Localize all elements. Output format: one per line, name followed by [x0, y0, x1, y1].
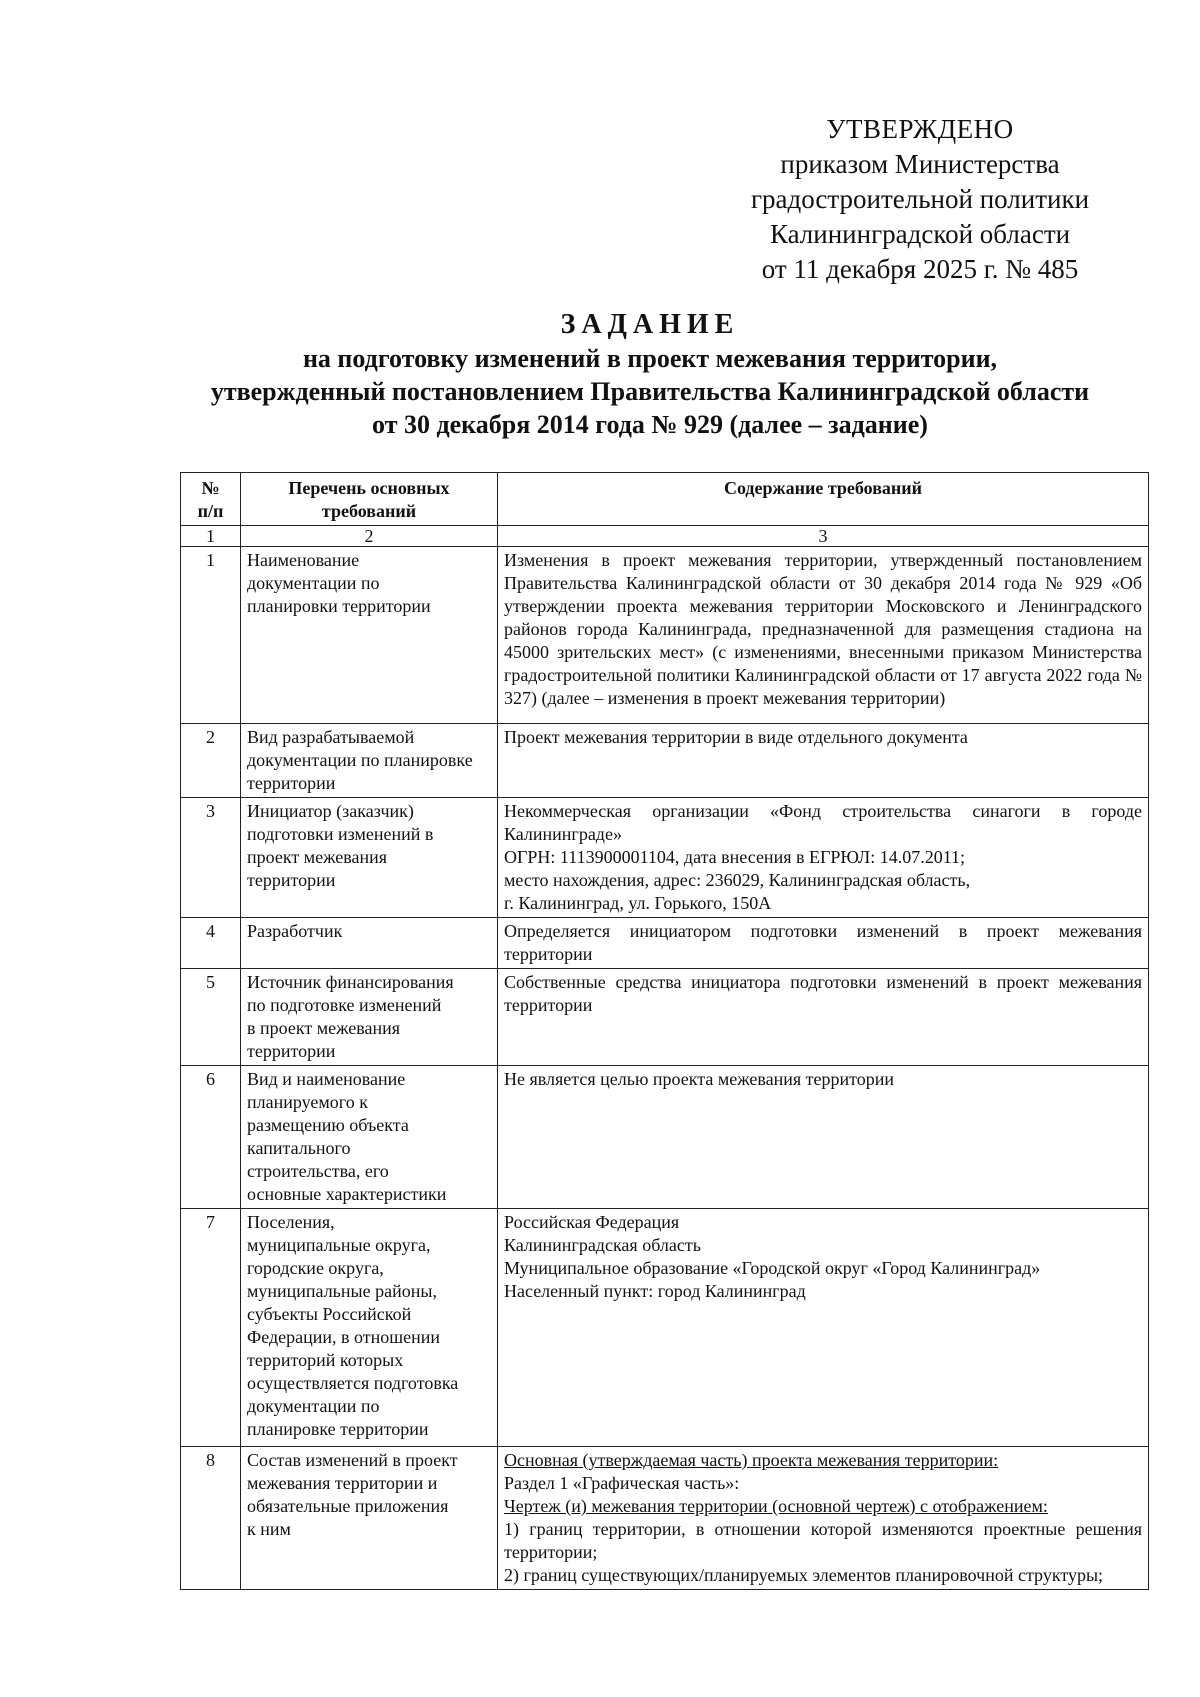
document-subtitle-line: от 30 декабря 2014 года № 929 (далее – задание) [372, 410, 928, 439]
underlined-heading: Чертеж (и) межевания территории (основной чертеж) с отображением: [504, 1496, 1048, 1516]
row-number: 3 [181, 798, 241, 918]
table-row [181, 918, 1149, 969]
row-content: Проект межевания территории в виде отдельного документа [498, 724, 1149, 798]
table-header-row [181, 473, 1149, 526]
row-requirement: Поселения, муниципальные округа, городские округа, муниципальные районы, субъекты Российской Федерации, в отношении территорий которых осуществляется подготовка документации по планировке территории [241, 1209, 498, 1447]
row-number: 6 [181, 1066, 241, 1209]
table-row [181, 1066, 1149, 1209]
document-heading: ЗАДАНИЕ [560, 309, 740, 340]
row-number: 7 [181, 1209, 241, 1447]
approval-line: Калининградской области [769, 219, 1071, 249]
approval-line: градостроительной политики [750, 184, 1090, 214]
table-row [181, 969, 1149, 1066]
row-content: Изменения в проект межевания территории, утвержденный постановлением Правительства Калининградской области от 30 декабря 2014 года № 929 «Об утверждении проекта межевания территории Московского и Ленинградского районов города Калининграда, предназначенной для размещения стадиона на 45000 зрительских мест» (с изменениями, внесенными приказом Министерства градостроительной политики Калининградской области от 17 августа 2022 года № 327) (далее – изменения в проект межевания территории) [498, 547, 1149, 724]
table-row [181, 1447, 1149, 1590]
row-requirement: Источник финансирования по подготовке изменений в проект межевания территории [241, 969, 498, 1066]
row-content: Российская Федерация Калининградская область Муниципальное образование «Городской округ «Город Калининград» Населенный пункт: город Калининград [498, 1209, 1149, 1447]
row-requirement: Вид и наименование планируемого к размещению объекта капитального строительства, его основные характеристики [241, 1066, 498, 1209]
table-row [181, 1209, 1149, 1447]
row-content: Некоммерческая организации «Фонд строительства синагоги в городе Калининграде» ОГРН: 1113900001104, дата внесения в ЕГРЮЛ: 14.07.2011; место нахождения, адрес: 236029, Калининградская область, г. Калининград, ул. Горького, 150А [498, 798, 1149, 918]
approval-heading: УТВЕРЖДЕНО [826, 114, 1014, 144]
row-requirement: Разработчик [241, 918, 498, 969]
document-title [150, 308, 1150, 441]
header-content: Содержание требований [498, 473, 1149, 526]
table-row [181, 724, 1149, 798]
row-content: Не является целью проекта межевания территории [498, 1066, 1149, 1209]
approval-stamp [740, 112, 1100, 287]
row-number: 8 [181, 1447, 241, 1590]
table-row [181, 798, 1149, 918]
index-cell: 2 [241, 526, 498, 547]
row-requirement: Инициатор (заказчик) подготовки изменений в проект межевания территории [241, 798, 498, 918]
index-cell: 3 [498, 526, 1149, 547]
table-index-row [181, 526, 1149, 547]
row-requirement: Наименование документации по планировки территории [241, 547, 498, 724]
row-requirement: Состав изменений в проект межевания территории и обязательные приложения к ним [241, 1447, 498, 1590]
row-requirement: Вид разрабатываемой документации по планировке территории [241, 724, 498, 798]
index-cell: 1 [181, 526, 241, 547]
row-content: Основная (утверждаемая часть) проекта межевания территории: Раздел 1 «Графическая часть»: Чертеж (и) межевания территории (основной чертеж) с отображением: 1) границ территории, в отношении которой изменяются проектные решения территории; 2) границ существующих/планируемых элементов планировочной структуры; [498, 1447, 1149, 1590]
underlined-heading: Основная (утверждаемая часть) проекта межевания территории: [504, 1450, 999, 1470]
header-num: № п/п [181, 473, 241, 526]
document-subtitle-line: на подготовку изменений в проект межевания территории, [302, 344, 998, 373]
row-content: Определяется инициатором подготовки изменений в проект межевания территории [498, 918, 1149, 969]
row-content: Собственные средства инициатора подготовки изменений в проект межевания территории [498, 969, 1149, 1066]
header-requirement: Перечень основных требований [241, 473, 498, 526]
approval-line: приказом Министерства [780, 149, 1060, 179]
row-number: 1 [181, 547, 241, 724]
row-number: 2 [181, 724, 241, 798]
row-number: 5 [181, 969, 241, 1066]
requirements-table [180, 472, 1149, 1590]
table-row [181, 547, 1149, 724]
row-number: 4 [181, 918, 241, 969]
approval-date-line: от 11 декабря 2025 г. № 485 [761, 254, 1079, 284]
document-subtitle-line: утвержденный постановлением Правительства Калининградской области [210, 377, 1090, 406]
